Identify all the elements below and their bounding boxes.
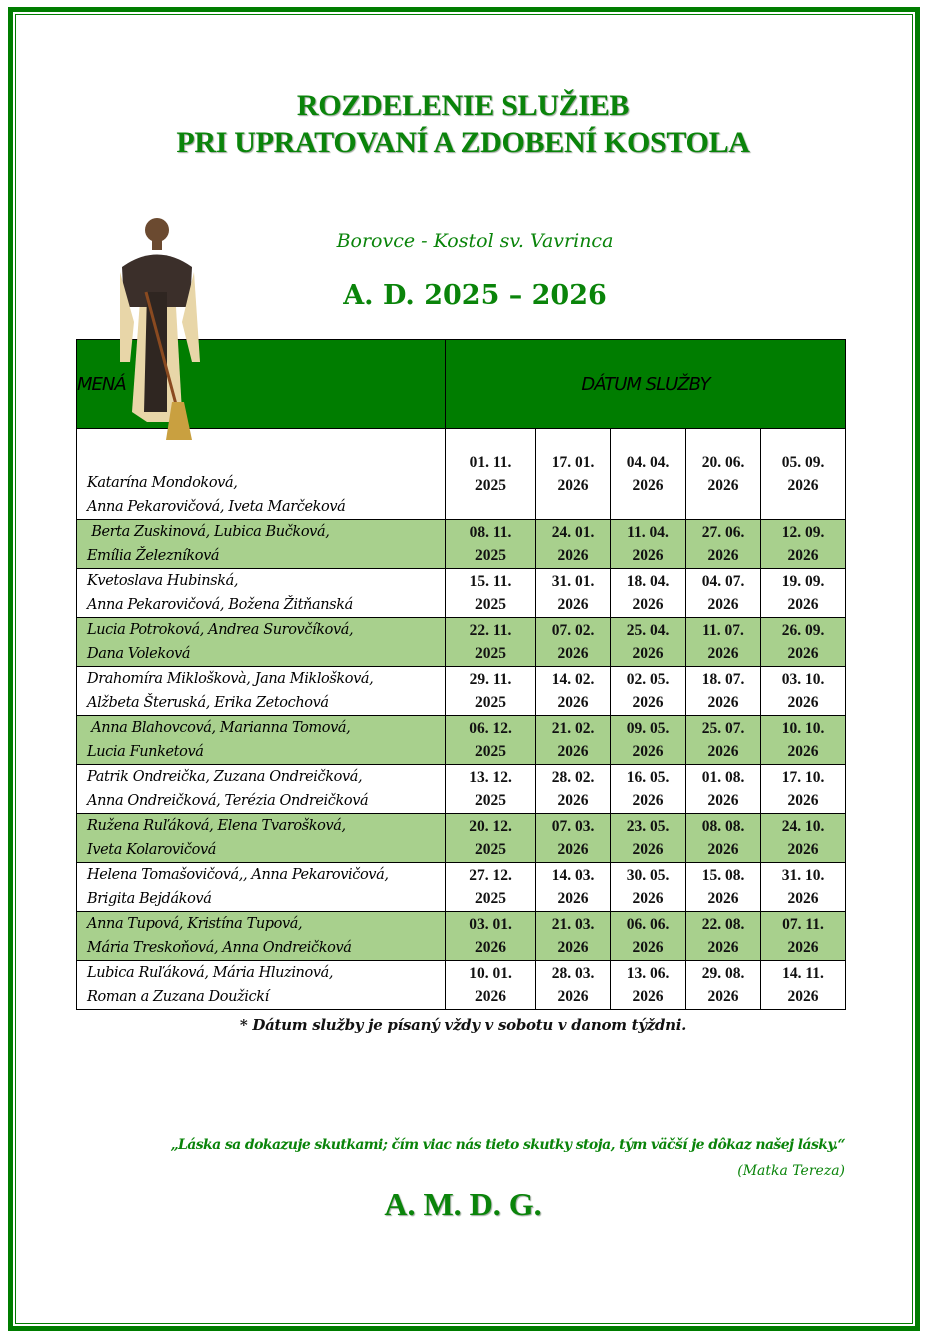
- service-date-cell: [761, 912, 846, 961]
- date-year: 2025: [475, 477, 506, 494]
- table-row: [77, 667, 846, 716]
- names-column-header: MENÁ: [77, 340, 446, 429]
- date-year: 2026: [787, 477, 819, 494]
- service-date-cell: [686, 429, 761, 520]
- names-cell: [77, 912, 446, 961]
- date-day-month: 20. 12.: [469, 818, 512, 835]
- table-row: [77, 429, 846, 520]
- date-day-month: 21. 02.: [551, 720, 595, 737]
- service-date-cell: [446, 765, 536, 814]
- date-year: 2026: [632, 988, 664, 1005]
- page-title-line2: PRI UPRATOVANÍ A ZDOBENÍ KOSTOLA: [176, 126, 750, 159]
- date-day-month: 13. 12.: [469, 769, 512, 786]
- date-day-month: 23. 05.: [626, 818, 670, 835]
- service-date-cell: [686, 912, 761, 961]
- date-day-month: 06. 12.: [469, 720, 512, 737]
- date-day-month: 26. 09.: [781, 622, 825, 639]
- date-day-month: 04. 04.: [626, 454, 670, 471]
- date-year: 2026: [557, 596, 589, 613]
- date-day-month: 22. 08.: [701, 916, 745, 933]
- service-date-cell: [446, 814, 536, 863]
- names-cell: [77, 618, 446, 667]
- table-row: [77, 863, 846, 912]
- date-day-month: 31. 10.: [781, 867, 825, 884]
- date-year: 2025: [475, 694, 506, 711]
- names-cell: [77, 716, 446, 765]
- service-date-cell: [686, 961, 761, 1010]
- date-day-month: 03. 01.: [469, 916, 512, 933]
- service-date-cell: [761, 667, 846, 716]
- date-day-month: 08. 08.: [701, 818, 745, 835]
- date-year: 2026: [557, 477, 589, 494]
- footnote: * Dátum služby je písaný vždy v sobotu v danom týždni.: [239, 1016, 687, 1034]
- date-day-month: 20. 06.: [701, 454, 745, 471]
- name-line: Drahomíra Mikloškovà, Jana Miklošková,: [87, 671, 374, 687]
- quote-text: „Láska sa dokazuje skutkami; čím viac nás tieto skutky stoja, tým väčší je dôkaz našej lásky.“: [170, 1137, 845, 1153]
- date-day-month: 25. 04.: [626, 622, 670, 639]
- table-row: [77, 912, 846, 961]
- date-day-month: 17. 10.: [781, 769, 825, 786]
- date-day-month: 31. 01.: [551, 573, 595, 590]
- date-year: 2026: [707, 792, 739, 809]
- date-year: 2026: [707, 988, 739, 1005]
- table-row: [77, 961, 846, 1010]
- date-day-month: 01. 08.: [701, 769, 745, 786]
- service-date-cell: [446, 429, 536, 520]
- service-date-cell: [536, 765, 611, 814]
- names-cell: [77, 429, 446, 520]
- date-day-month: 14. 03.: [551, 867, 595, 884]
- date-year: 2026: [707, 743, 739, 760]
- date-year: 2026: [632, 596, 664, 613]
- service-date-cell: [446, 716, 536, 765]
- date-day-month: 19. 09.: [781, 573, 825, 590]
- names-cell: [77, 765, 446, 814]
- monk-figure: [120, 218, 200, 422]
- date-year: 2025: [475, 547, 506, 564]
- date-year: 2025: [475, 743, 506, 760]
- service-date-cell: [611, 429, 686, 520]
- service-date-cell: [761, 569, 846, 618]
- names-cell: [77, 814, 446, 863]
- date-year: 2026: [557, 743, 589, 760]
- name-line: Alžbeta Šteruská, Erika Zetochová: [87, 695, 329, 711]
- service-date-cell: [761, 716, 846, 765]
- date-year: 2026: [632, 645, 664, 662]
- name-line: Anna Pekarovičová, Božena Žitňanská: [87, 597, 353, 613]
- service-date-cell: [611, 520, 686, 569]
- service-date-cell: [446, 912, 536, 961]
- name-line: Anna Tupová, Kristína Tupová,: [87, 916, 303, 932]
- date-day-month: 08. 11.: [469, 524, 512, 541]
- date-day-month: 07. 11.: [782, 916, 824, 933]
- service-date-cell: [536, 569, 611, 618]
- date-year: 2026: [787, 939, 819, 956]
- names-cell: [77, 961, 446, 1010]
- name-line: Lubica Ruľáková, Mária Hluzinová,: [87, 965, 334, 981]
- service-date-cell: [446, 863, 536, 912]
- service-date-cell: [761, 520, 846, 569]
- date-day-month: 29. 11.: [469, 671, 512, 688]
- service-date-cell: [611, 618, 686, 667]
- date-year: 2026: [557, 988, 589, 1005]
- service-date-cell: [446, 961, 536, 1010]
- date-day-month: 16. 05.: [626, 769, 670, 786]
- name-line: Anna Pekarovičová, Iveta Marčeková: [87, 499, 346, 515]
- date-year: 2026: [787, 988, 819, 1005]
- date-year: 2026: [707, 841, 739, 858]
- service-date-cell: [536, 961, 611, 1010]
- date-day-month: 28. 02.: [551, 769, 595, 786]
- name-line: Anna Blahovcová, Marianna Tomová,: [87, 720, 351, 736]
- date-day-month: 18. 07.: [701, 671, 745, 688]
- service-date-cell: [686, 520, 761, 569]
- names-cell: [77, 667, 446, 716]
- quote-author: (Matka Tereza): [737, 1163, 845, 1179]
- date-year: 2026: [707, 596, 739, 613]
- date-day-month: 12. 09.: [781, 524, 825, 541]
- date-year: 2026: [787, 792, 819, 809]
- date-year: 2026: [557, 890, 589, 907]
- date-day-month: 27. 06.: [701, 524, 745, 541]
- date-day-month: 25. 07.: [701, 720, 745, 737]
- service-date-cell: [611, 814, 686, 863]
- date-day-month: 22. 11.: [469, 622, 512, 639]
- name-line: Helena Tomašovičová,, Anna Pekarovičová,: [87, 867, 389, 883]
- date-day-month: 07. 03.: [551, 818, 595, 835]
- date-day-month: 30. 05.: [626, 867, 670, 884]
- date-year: 2026: [787, 547, 819, 564]
- service-date-cell: [536, 863, 611, 912]
- date-year: 2026: [475, 939, 506, 956]
- date-day-month: 09. 05.: [626, 720, 670, 737]
- date-year: 2026: [557, 939, 589, 956]
- amdg-closing: A. M. D. G.: [384, 1186, 542, 1222]
- date-day-month: 06. 06.: [626, 916, 670, 933]
- service-date-cell: [761, 429, 846, 520]
- name-line: Lucia Potroková, Andrea Surovčíková,: [87, 622, 354, 638]
- date-day-month: 10. 10.: [781, 720, 825, 737]
- church-subtitle: Borovce - Kostol sv. Vavrinca: [336, 230, 614, 252]
- date-day-month: 21. 03.: [551, 916, 595, 933]
- date-year: 2026: [787, 743, 819, 760]
- page-title-line1: ROZDELENIE SLUŽIEB: [296, 89, 630, 122]
- date-day-month: 28. 03.: [551, 965, 595, 982]
- date-year: 2026: [707, 477, 739, 494]
- table-row: [77, 716, 846, 765]
- monk-with-broom-illustration: [112, 212, 202, 442]
- service-date-cell: [611, 912, 686, 961]
- name-line: Iveta Kolarovičová: [87, 842, 217, 858]
- name-line: Ružena Ruľáková, Elena Tvarošková,: [87, 818, 346, 834]
- service-date-cell: [686, 814, 761, 863]
- date-year: 2026: [787, 694, 819, 711]
- service-date-cell: [761, 961, 846, 1010]
- date-year: 2026: [557, 792, 589, 809]
- service-date-cell: [446, 569, 536, 618]
- date-day-month: 15. 08.: [701, 867, 745, 884]
- table-row: [77, 618, 846, 667]
- date-year: 2026: [557, 547, 589, 564]
- date-day-month: 11. 04.: [627, 524, 669, 541]
- date-year: 2026: [632, 890, 664, 907]
- date-day-month: 05. 09.: [781, 454, 825, 471]
- date-day-month: 01. 11.: [469, 454, 512, 471]
- date-day-month: 18. 04.: [626, 573, 670, 590]
- date-day-month: 24. 01.: [551, 524, 595, 541]
- date-year: 2026: [707, 645, 739, 662]
- service-date-cell: [686, 618, 761, 667]
- date-year: 2025: [475, 645, 506, 662]
- date-year: 2025: [475, 792, 506, 809]
- date-day-month: 04. 07.: [701, 573, 745, 590]
- service-date-cell: [536, 618, 611, 667]
- table-row: [77, 520, 846, 569]
- dates-column-header: DÁTUM SLUŽBY: [446, 340, 846, 429]
- name-line: Anna Ondreičková, Terézia Ondreičková: [87, 793, 369, 809]
- names-cell: [77, 520, 446, 569]
- service-date-cell: [536, 814, 611, 863]
- date-day-month: 15. 11.: [469, 573, 512, 590]
- name-line: Mária Treskoňová, Anna Ondreičková: [87, 940, 352, 956]
- date-year: 2026: [632, 743, 664, 760]
- name-line: Patrik Ondreička, Zuzana Ondreičková,: [87, 769, 363, 785]
- date-day-month: 27. 12.: [469, 867, 512, 884]
- date-day-month: 11. 07.: [702, 622, 744, 639]
- service-date-cell: [686, 667, 761, 716]
- service-date-cell: [611, 961, 686, 1010]
- table-row: [77, 814, 846, 863]
- service-date-cell: [611, 569, 686, 618]
- date-year: 2026: [707, 694, 739, 711]
- service-date-cell: [446, 618, 536, 667]
- names-cell: [77, 863, 446, 912]
- date-day-month: 07. 02.: [551, 622, 595, 639]
- table-row: [77, 765, 846, 814]
- service-date-cell: [536, 667, 611, 716]
- service-date-cell: [536, 520, 611, 569]
- service-date-cell: [686, 765, 761, 814]
- date-year: 2025: [475, 841, 506, 858]
- service-date-cell: [611, 667, 686, 716]
- date-year: 2026: [787, 841, 819, 858]
- date-day-month: 03. 10.: [781, 671, 825, 688]
- date-day-month: 17. 01.: [551, 454, 595, 471]
- date-year: 2026: [632, 477, 664, 494]
- name-line: Lucia Funketová: [87, 744, 204, 760]
- service-date-cell: [536, 429, 611, 520]
- service-date-cell: [761, 765, 846, 814]
- name-line: Kvetoslava Hubinská,: [87, 573, 239, 589]
- date-year: 2026: [475, 988, 506, 1005]
- service-date-cell: [686, 716, 761, 765]
- service-date-cell: [611, 765, 686, 814]
- date-year: 2026: [557, 841, 589, 858]
- date-year: 2026: [632, 792, 664, 809]
- service-date-cell: [536, 716, 611, 765]
- date-year: 2026: [557, 694, 589, 711]
- name-line: Katarína Mondoková,: [87, 475, 238, 491]
- date-day-month: 02. 05.: [626, 671, 670, 688]
- name-line: Roman a Zuzana Doužickí: [87, 989, 269, 1005]
- service-date-cell: [686, 569, 761, 618]
- date-day-month: 14. 11.: [782, 965, 824, 982]
- names-cell: [77, 569, 446, 618]
- date-year: 2026: [707, 939, 739, 956]
- date-day-month: 29. 08.: [701, 965, 745, 982]
- date-year: 2026: [707, 547, 739, 564]
- date-day-month: 24. 10.: [781, 818, 825, 835]
- service-date-cell: [761, 814, 846, 863]
- date-year: 2026: [787, 645, 819, 662]
- name-line: Emília Železníková: [87, 548, 220, 564]
- date-year: 2026: [632, 547, 664, 564]
- name-line: Dana Voleková: [87, 646, 191, 662]
- date-year: 2026: [787, 890, 819, 907]
- date-year: 2026: [632, 841, 664, 858]
- name-line: Brigita Bejdáková: [87, 891, 212, 907]
- service-date-cell: [761, 863, 846, 912]
- date-day-month: 14. 02.: [551, 671, 595, 688]
- date-year: 2026: [787, 596, 819, 613]
- service-date-cell: [536, 912, 611, 961]
- date-year: 2026: [707, 890, 739, 907]
- service-date-cell: [611, 863, 686, 912]
- date-year: 2026: [632, 694, 664, 711]
- service-date-cell: [446, 520, 536, 569]
- service-date-cell: [761, 618, 846, 667]
- name-line: Berta Zuskinová, Lubica Bučková,: [87, 524, 330, 540]
- date-year: 2025: [475, 890, 506, 907]
- date-year: 2025: [475, 596, 506, 613]
- service-date-cell: [686, 863, 761, 912]
- service-date-cell: [611, 716, 686, 765]
- date-day-month: 13. 06.: [626, 965, 670, 982]
- date-day-month: 10. 01.: [469, 965, 512, 982]
- date-year: 2026: [557, 645, 589, 662]
- date-year: 2026: [632, 939, 664, 956]
- table-row: [77, 569, 846, 618]
- service-date-cell: [446, 667, 536, 716]
- year-range: A. D. 2025 – 2026: [343, 280, 607, 311]
